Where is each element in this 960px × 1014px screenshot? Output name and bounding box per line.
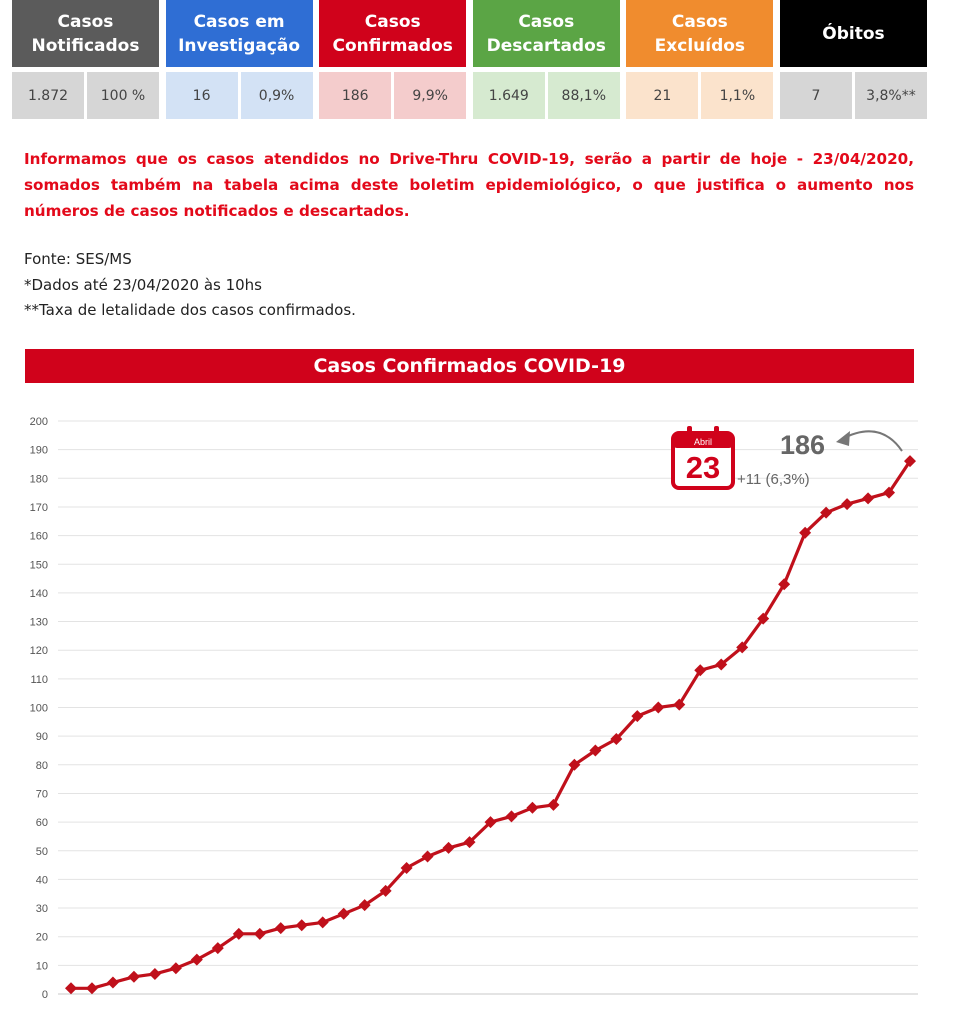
source-note: Fonte: SES/MS bbox=[24, 250, 132, 268]
lethality-note: **Taxa de letalidade dos casos confirmados. bbox=[24, 301, 356, 319]
data-point bbox=[547, 799, 559, 811]
confirmed-cases-chart bbox=[0, 395, 960, 1014]
summary-header-line: Casos bbox=[364, 11, 421, 32]
series-line bbox=[71, 461, 910, 988]
summary-values-3 bbox=[473, 72, 620, 119]
y-tick-label: 180 bbox=[29, 473, 48, 486]
y-tick-label: 60 bbox=[35, 817, 48, 830]
summary-header-line: Investigação bbox=[178, 35, 301, 56]
summary-header-line: Descartados bbox=[486, 35, 606, 56]
y-tick-label: 190 bbox=[29, 444, 48, 457]
summary-percent-cell: 88,1% bbox=[548, 72, 620, 119]
summary-header-line: Excluídos bbox=[654, 35, 746, 56]
calendar-ring-icon bbox=[687, 426, 692, 439]
y-tick-label: 40 bbox=[35, 874, 48, 887]
summary-header-3 bbox=[473, 0, 620, 67]
summary-count-cell: 1.872 bbox=[12, 72, 84, 119]
y-tick-label: 110 bbox=[30, 673, 48, 686]
summary-header-0 bbox=[12, 0, 159, 67]
summary-header-line: Casos bbox=[57, 11, 114, 32]
y-tick-label: 140 bbox=[29, 587, 48, 600]
summary-percent-cell: 100 % bbox=[87, 72, 159, 119]
summary-values-row bbox=[12, 72, 927, 119]
y-tick-label: 70 bbox=[35, 788, 48, 801]
summary-percent-cell: 9,9% bbox=[394, 72, 466, 119]
y-tick-label: 130 bbox=[29, 616, 48, 629]
summary-percent-cell: 1,1% bbox=[701, 72, 773, 119]
drive-thru-notice: Informamos que os casos atendidos no Drive-Thru COVID-19, serão a partir de hoje - 23/04/2020, somados também na tabela acima deste boletim epidemiológico, o que justifica o aumento nos números de casos notificados e descartados. bbox=[24, 150, 914, 220]
footnotes bbox=[24, 247, 356, 324]
data-date-note: *Dados até 23/04/2020 às 10hs bbox=[24, 275, 263, 294]
y-tick-label: 120 bbox=[29, 645, 48, 658]
summary-header-line: Notificados bbox=[31, 35, 140, 56]
data-point bbox=[170, 962, 182, 974]
summary-count-cell: 186 bbox=[319, 72, 391, 119]
y-tick-label: 200 bbox=[29, 416, 48, 428]
data-point bbox=[65, 982, 77, 994]
summary-count-cell: 16 bbox=[166, 72, 238, 119]
data-point bbox=[422, 850, 434, 862]
curved-arrow-icon bbox=[842, 431, 902, 451]
data-point bbox=[86, 982, 98, 994]
summary-percent-cell: 3,8%** bbox=[855, 72, 927, 119]
data-point bbox=[149, 968, 161, 980]
summary-header-line: Confirmados bbox=[332, 35, 453, 56]
summary-values-1 bbox=[166, 72, 313, 119]
arrow-head-icon bbox=[836, 431, 850, 446]
y-tick-label: 0 bbox=[41, 989, 48, 1001]
summary-count-cell: 7 bbox=[780, 72, 852, 119]
data-point bbox=[275, 922, 287, 934]
chart-title: Casos Confirmados COVID-19 bbox=[25, 349, 914, 383]
summary-percent-cell: 0,9% bbox=[241, 72, 313, 119]
summary-values-5 bbox=[780, 72, 927, 119]
summary-header-4 bbox=[626, 0, 773, 67]
calendar-day: 23 bbox=[685, 450, 721, 485]
data-point bbox=[652, 702, 664, 714]
summary-header-2 bbox=[319, 0, 466, 67]
y-tick-label: 30 bbox=[35, 903, 48, 916]
data-point bbox=[338, 908, 350, 920]
data-point bbox=[107, 977, 119, 989]
summary-header-line: Casos bbox=[671, 11, 728, 32]
summary-header-line: Casos bbox=[518, 11, 575, 32]
y-tick-label: 80 bbox=[35, 759, 48, 772]
summary-count-cell: 1.649 bbox=[473, 72, 545, 119]
calendar-ring-icon bbox=[714, 426, 719, 439]
summary-header-row bbox=[12, 0, 927, 67]
data-point bbox=[128, 971, 140, 983]
data-point bbox=[841, 498, 853, 510]
summary-values-2 bbox=[319, 72, 466, 119]
latest-value-label: 186 bbox=[780, 430, 826, 460]
data-point bbox=[443, 842, 455, 854]
y-tick-label: 150 bbox=[29, 559, 48, 572]
calendar-month: Abril bbox=[693, 437, 713, 447]
data-point bbox=[526, 802, 538, 814]
data-point bbox=[505, 810, 517, 822]
y-tick-label: 170 bbox=[29, 501, 48, 514]
data-point bbox=[191, 954, 203, 966]
summary-header-5 bbox=[780, 0, 927, 67]
y-tick-label: 160 bbox=[29, 530, 48, 543]
summary-table bbox=[12, 0, 927, 119]
data-point bbox=[317, 916, 329, 928]
summary-header-line: Casos em bbox=[193, 11, 285, 32]
y-tick-label: 10 bbox=[35, 960, 48, 973]
summary-header-line: Óbitos bbox=[822, 23, 885, 44]
data-point bbox=[254, 928, 266, 940]
latest-change-label: +11 (6,3%) bbox=[737, 471, 810, 488]
summary-count-cell: 21 bbox=[626, 72, 698, 119]
y-tick-label: 100 bbox=[29, 702, 48, 715]
y-tick-label: 90 bbox=[35, 731, 48, 744]
summary-header-1 bbox=[166, 0, 313, 67]
summary-values-0 bbox=[12, 72, 159, 119]
y-tick-label: 50 bbox=[35, 845, 48, 858]
data-point bbox=[862, 492, 874, 504]
summary-values-4 bbox=[626, 72, 773, 119]
data-point bbox=[296, 919, 308, 931]
y-tick-label: 20 bbox=[35, 931, 48, 944]
